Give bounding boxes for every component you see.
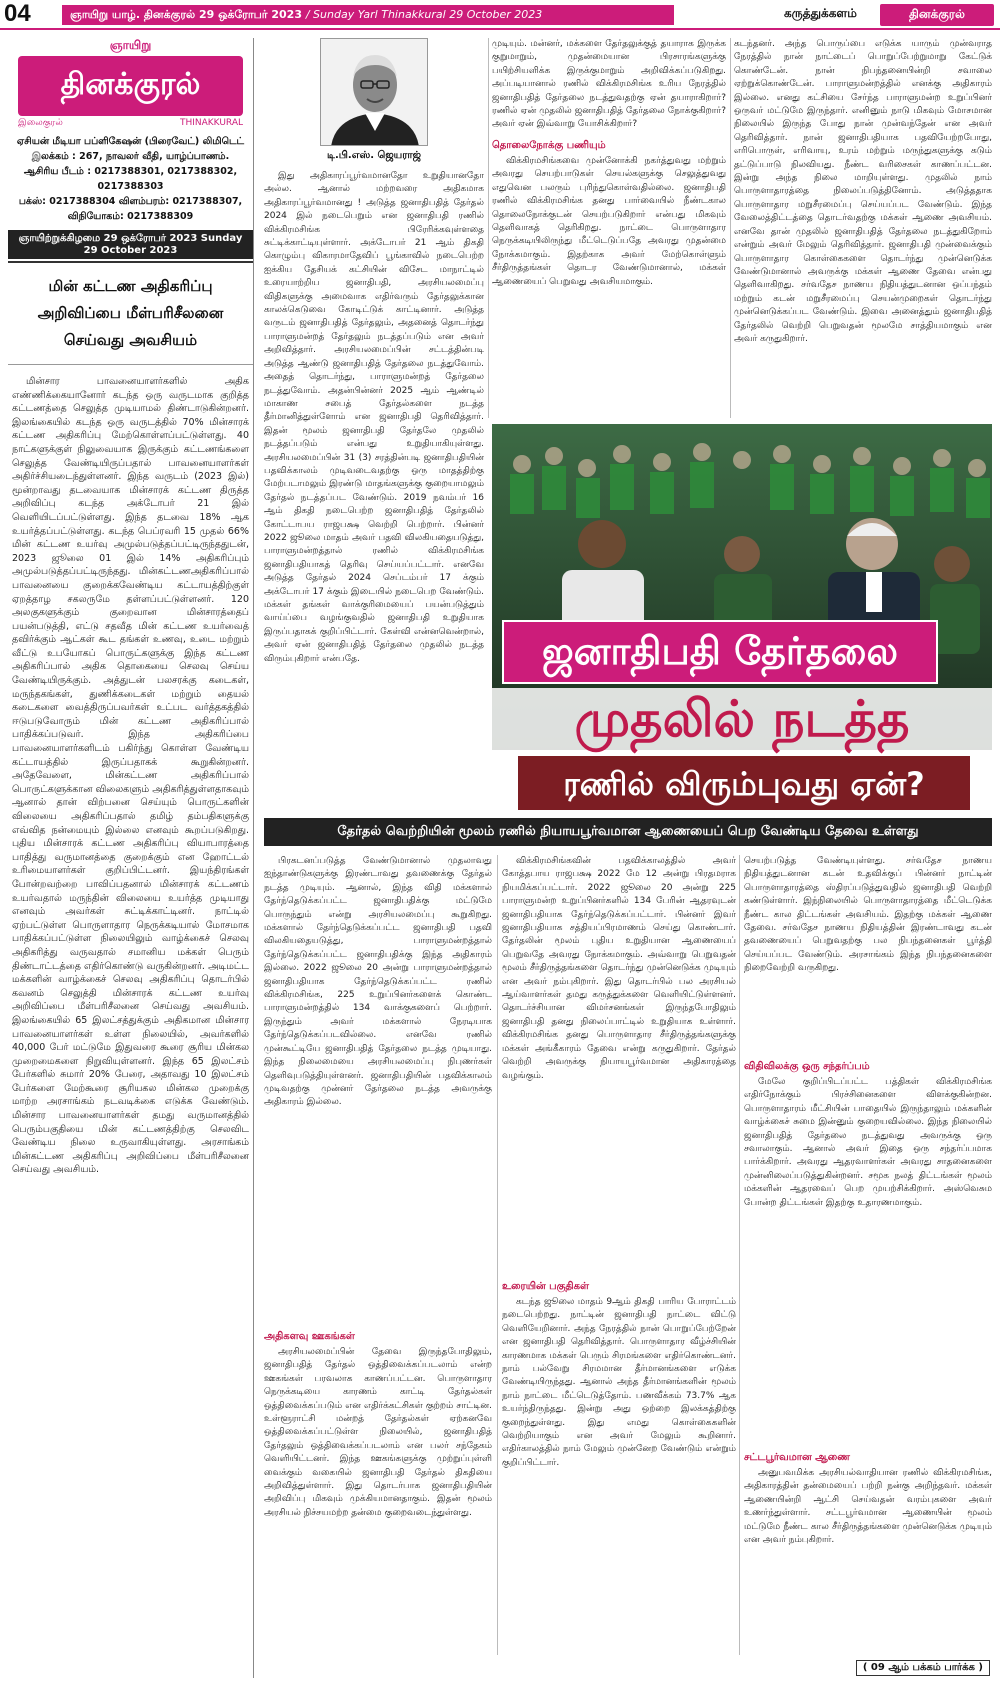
bottom-column-2	[502, 855, 736, 1675]
article-deck: தேர்தல் வெற்றியின் மூலம் ரணில் நியாயபூர்வமான ஆணையைப் பெற வேண்டிய தேவை உள்ளது	[264, 818, 992, 846]
bottom-col3-text3: அனுபவமிக்க அரசியல்வாதியான ரணில் விக்கிரமசிங்க, அதிகாரத்தின் தன்மையைப் பற்றி நன்கு அறிந்தவர். மக்கள் ஆணையின்றி ஆட்சி செய்வதன் வரம்புகளை அவர் உணர்ந்துள்ளார். சட்டபூர்வமான ஆணையின் மூலம் மட்டுமே நீண்ட கால சீர்திருத்தங்களை முன்னெடுக்க முடியும் என அவர் நம்புகிறார்.	[744, 1468, 992, 1546]
fax-numbers: பக்ஸ்: 0217388304 விளம்பரம்: 0217388307, விநியோகம்: 0217388309	[18, 196, 243, 222]
bottom-col2-text: விக்கிரமசிங்கவின் பதவிக்காலத்தில் அவர் கோத்தபாய ராஜபக்ஷ 2022 மே 12 அன்று பிரதமராக நியமிக்கப்பட்டார். 2022 ஜூலை 20 அன்று 225 பாராளுமன்ற உறுப்பினர்களில் 134 பேரின் ஆதரவுடன் ஜனாதிபதியாக தேர்ந்தெடுக்கப்பட்டார். பின்னர் இவர் ஜனாதிபதியாக சத்தியப்பிரமாணம் செய்து கொண்டார். தேர்தலின் மூலம் புதிய உறுதியான ஆணையைப் பெறுவதே அவரது நோக்கமாகும். அவ்வாறு பெறுவதன் மூலம் சீர்திருத்தங்களை தொடர்ந்து முன்னெடுக்க முடியும் என அவர் நம்புகிறார். இது தொடர்பில் பல அரசியல் ஆய்வாளர்கள் தமது கருத்துக்களை வெளியிட்டுள்ளனர். தொடர்ச்சியான விமர்சனங்கள் இருந்தபோதிலும் ஜனாதிபதி தனது நிலைப்பாட்டில் உறுதியாக உள்ளார். விக்கிரமசிங்க தனது பொருளாதார சீர்திருத்தங்களுக்கு மக்கள் அங்கீகாரம் தேவை என்று கருதுகிறார். தேர்தல் வெற்றி அவருக்கு நியாயபூர்வமான அதிகாரத்தை வழங்கும்.	[502, 856, 736, 1081]
publisher-name: ஏசியன் மீடியா பப்ளிகேஷன் (பிரைவேட்) லிமிடெட்	[16, 136, 245, 147]
bottom-column-1	[264, 855, 492, 1675]
masthead-sub-right: THINAKKURAL	[179, 118, 243, 128]
page-header-bar	[0, 0, 1000, 30]
page-number: 04	[4, 0, 31, 27]
column-divider	[739, 855, 740, 1655]
left-column	[8, 38, 254, 1678]
bottom-col1-text: பிரகடனப்படுத்த வேண்டுமானால் முதலாவது ஐந்தாண்டுகளுக்கு இரண்டாவது தவணைக்கு தேர்தல் நடத்த முடியும். ஆனால், இந்த விதி மக்களால் தேர்ந்தெடுக்கப்பட்ட ஜனாதிபதிக்கு மட்டுமே பொருந்தும் என்று அரசியலமைப்பு கூறுகிறது. மக்களால் தேர்ந்தெடுக்கப்பட்ட ஜனாதிபதி பதவி விலகியதையடுத்து, பாராளுமன்றத்தால் தேர்ந்தெடுக்கப்பட்ட ஜனாதிபதிக்கு இந்த அதிகாரம் இல்லை. 2022 ஜூலை 20 அன்று பாராளுமன்றத்தால் ஜனாதிபதியாக தேர்ந்தெடுக்கப்பட்ட ரணில் விக்கிரமசிங்க, 225 உறுப்பினர்களைக் கொண்ட பாராளுமன்றத்தில் 134 வாக்குகளைப் பெற்றார். இருந்தும் அவர் மக்களால் நேரடியாக தேர்ந்தெடுக்கப்படவில்லை. எனவே ரணில் முன்கூட்டியே ஜனாதிபதித் தேர்தலை நடத்த முடியாது. இந்த நிலைமையை அரசியலமைப்பு நிபுணர்கள் தெளிவுபடுத்தியுள்ளனர். ஜனாதிபதியின் பதவிக்காலம் முடிவதற்கு முன்னர் தேர்தலை நடத்த அவருக்கு அதிகாரம் இல்லை.	[264, 856, 492, 1108]
masthead-sub	[8, 116, 253, 131]
column-divider	[497, 855, 498, 1655]
article-column-2	[492, 38, 726, 418]
masthead-sub-left: இலைகுரல்	[18, 118, 63, 128]
subhead-speech-excerpts: உரையின் பகுதிகள்	[502, 1281, 590, 1292]
date-strip	[62, 5, 674, 25]
headline-line-3: ரணில் விரும்புவது ஏன்?	[516, 754, 972, 812]
article-intro-text: இது அதிகாரப்பூர்வமானதோ உறுதியானதோ அல்ல. ஆனால் மற்றவரை அதிகமாக அதிகாரப்பூர்வமானது ! அடுத்த ஜனாதிபதித் தேர்தல் 2024 இல் நடைபெறும் என ஜனாதிபதி ரணில் விக்கிரமசிங்க பிரேரிக்கவுள்ளதை சுட்டிக்காட்டியுள்ளார். அக்டோபர் 21 ஆம் திகதி கொழும்பு விகாரமாதேவிப் பூங்காவில் நடைபெற்ற ஐக்கிய தேசியக் கட்சியின் விசேட மாநாட்டில் உரையாற்றிய ஜனாதிபதி, அரசியலமைப்பு விதிகளுக்கு அமைவாக எதிர்வரும் தேர்தலுக்கான காலக்கெடுவை கோடிட்டுக் காட்டினார். அடுத்த வருடம் ஜனாதிபதித் தேர்தலும், அதனைத் தொடர்ந்து பாராளுமன்றத் தேர்தலும் நடத்தப்படும் என அவர் அறிவித்தார். அரசியலமைப்பின் சட்டத்தின்படி அடுத்த ஆண்டு ஜனாதிபதித் தேர்தலை நடத்துவோம். அதைத் தொடர்ந்து, பாராளுமன்றத் தேர்தலை நடத்துவோம். அதன்பின்னர் 2025 ஆம் ஆண்டில் மாகாண சபைத் தேர்தல்களை நடத்த தீர்மானித்துள்ளோம் என ஜனாதிபதி தெரிவித்தார். இதன் மூலம் ஜனாதிபதி தேர்தலே முதலில் நடத்தப்படும் என்பது உறுதியாகியுள்ளது. அரசியலமைப்பின் 31 (3) சரத்தின்படி ஜனாதிபதியின் பதவிக்காலம் முடிவடைவதற்கு ஒரு மாதத்திற்கு மேற்படாமலும் இரண்டு மாதங்களுக்கு குறையாமலும் தேர்தல் நடத்தப்பட வேண்டும். 2019 நவம்பர் 16 ஆம் திகதி நடைபெற்ற ஜனாதிபதித் தேர்தலில் கோட்டாபய ராஜபக்ஷ வெற்றி பெற்றார். பின்னர் 2022 ஜூலை மாதம் அவர் பதவி விலகியதையடுத்து, பாராளுமன்றத்தால் ரணில் விக்கிரமசிங்க ஜனாதிபதியாகத் தெரிவு செய்யப்பட்டார். எனவே அடுத்த தேர்தல் 2024 செப்டம்பர் 17 க்கும் அக்டோபர் 17 க்கும் இடையில் நடைபெற வேண்டும். மக்கள் தங்கள் வாக்குரிமையைப் பயன்படுத்தும் வாய்ப்பை வழங்குவதில் ஜனாதிபதி உறுதியாக இருப்பதாகக் குறிப்பிட்டார். கேள்வி என்னவென்றால், அவர் ஏன் ஜனாதிபதித் தேர்தலை முதலில் நடத்த விரும்புகிறார் என்பதே.	[264, 171, 484, 664]
bottom-column-3	[744, 855, 992, 1675]
publisher-address: இலக்கம் : 267, நாவலர் வீதி, யாழ்ப்பாணம்.	[31, 151, 230, 162]
subhead-speculation: அதிகளவு ஊகங்கள்	[264, 1331, 355, 1342]
bottom-col2-text2: கடந்த ஜூலை மாதம் 9ஆம் திகதி பாரிய போராட்டம் நடைபெற்றது. நாட்டின் ஜனாதிபதி நாட்டை விட்டு வெளியேறினார். அந்த நேரத்தில் நான் பொறுப்பேற்றேன் என ஜனாதிபதி தெரிவித்தார். பொருளாதார வீழ்ச்சியின் காரணமாக மக்கள் பெரும் சிரமங்களை எதிர்கொண்டனர். நாம் பல்வேறு சிரமமான தீர்மானங்களை எடுக்க வேண்டியிருந்தது. ஆனால் அந்த தீர்மானங்களின் மூலம் நாம் நாட்டை மீட்டெடுத்தோம். பணவீக்கம் 73.7% ஆக உயர்ந்திருந்தது. இன்று அது ஒற்றை இலக்கத்திற்கு குறைந்துள்ளது. இது எமது கொள்கைகளின் வெற்றியாகும் என அவர் மேலும் கூறினார். எதிர்காலத்தில் நாம் மேலும் முன்னேற வேண்டும் என்றும் குறிப்பிட்டார்.	[502, 1297, 736, 1468]
article-col2-text2: விக்கிரமசிங்கவை முன்னோக்கி நகர்த்துவது மற்றும் அவரது செயற்பாடுகள் செயல்களுக்கு செலுத்துவது எதுவென பலரும் புரிந்துகொள்வதில்லை. ஜனாதிபதி ரணில் விக்கிரமசிங்க தனது பார்வையில் நீண்டகால தொலைநோக்குடன் செயற்படுகிறார் என்பது மிகவும் தெளிவாகத் தெரிகிறது. நாட்டை பொருளாதார நெருக்கடியிலிருந்து மீட்டெடுப்பதே அவரது முதன்மை நோக்கமாகும். இதற்காக அவர் மேற்கொள்ளும் சீர்திருத்தங்கள் தொடர வேண்டுமானால், மக்கள் ஆணையைப் பெறுவது அவசியமாகும்.	[492, 156, 726, 287]
section-title: கருத்துக்களம்	[784, 6, 857, 20]
office-phone: ஆசிரிய பீடம் : 0217388301, 0217388302, 0217388303	[23, 166, 238, 192]
subhead-legitimate-mandate: சட்டபூர்வமான ஆணை	[744, 1452, 850, 1463]
bottom-col3-text: செயற்படுத்த வேண்டியுள்ளது. சர்வதேச நாணய நிதியத்துடனான கடன் உதவிக்குப் பின்னர் நாட்டின் பொருளாதாரத்தை ஸ்திரப்படுத்துவதில் ஜனாதிபதி வெற்றி கண்டுள்ளார். இந்நிலையில் பொருளாதாரத்தை மீட்டெடுக்க நீண்ட கால திட்டங்கள் அவசியம். இதற்கு மக்கள் ஆணை தேவை. சர்வதேச நாணய நிதியத்தின் இரண்டாவது கடன் தவணையைப் பெறுவதற்கு பல நிபந்தனைகள் பூர்த்தி செய்யப்பட வேண்டும். அரசாங்கம் இந்த நிபந்தனைகளை நிறைவேற்றி வருகிறது.	[744, 856, 992, 974]
author-portrait-image	[321, 39, 428, 146]
headline-line-1: ஜனாதிபதி தேர்தலை	[502, 620, 938, 684]
editorial-headline: மின் கட்டண அதிகரிப்பு அறிவிப்பை மீள்பரிசீலனை செய்வது அவசியம்	[8, 263, 253, 365]
column-divider	[730, 38, 731, 418]
headline-line-2: முதலில் நடத்த	[492, 688, 992, 750]
masthead-sunday: ஞாயிறு	[109, 38, 152, 52]
subhead-exception: விதிவிலக்கு ஒரு சந்தர்ப்பம்	[744, 1061, 870, 1072]
masthead-info	[8, 131, 253, 224]
subhead-vision: தொலைநோக்கு பணியும்	[492, 140, 606, 151]
editorial-body: மின்சார பாவனையாளர்களில் அதிக எண்ணிக்கையானோர் கடந்த ஒரு வருடமாக குறித்த கட்டணத்தை செலுத்த முடியாமல் திண்டாடுகின்றனர். இலங்கையில் கடந்த ஒரு வருடத்தில் 70% மின்சாரக் கட்டண அதிகரிப்பு மேற்கொள்ளப்பட்டுள்ளது. 40 நாட்களுக்குள் நிலுவையாக இருக்கும் கட்டணங்களை செலுத்த வேண்டியிருப்பதால் பாவனையாளர்கள் அதிர்ச்சியடைந்துள்ளனர். இந்த வருடம் (2023 இல்) மூன்றாவது தடவையாக மின்சாரக் கட்டண திருத்த அறிவிப்பு கடந்த அக்டோபர் 21 இல் வெளியிடப்பட்டுள்ளது. இந்த தடவை 18% ஆக உயர்த்தப்பட்டுள்ளது. கடந்த பெப்ரவரி 15 முதல் 66% மின் கட்டண உயர்வு அமுல்படுத்தப்பட்டிருந்ததுடன், 2023 ஜூலை 01 இல் 14% அதிகரிப்பும் அமுல்படுத்தப்பட்டிருந்தது. மின்கட்டணஅதிகரிப்பால் பாவனையை குறைக்கவேண்டிய கட்டாயத்திற்குள் ஏறத்தாழ சகலருமே தள்ளப்பட்டுள்ளனர். 120 அலகுகளுக்கும் குறைவான மின்சாரத்தைப் பயன்படுத்தி, எட்டு சதவீத மின் கட்டண உயர்வைத் தவிர்க்கும் ஆட்கள் கூட தங்கள் உணவு, உடை மற்றும் வீட்டு உபயோகப் பொருட்களுக்கு இந்த கட்டண அதிகரிப்பால் அதிக தொகையை செலவு செய்ய வேண்டியிருக்கும். அத்துடன் பலசரக்கு கடைகள், மருந்தகங்கள், துணிக்கடைகள் மற்றும் தையல் கடைகளை வைத்திருப்பவர்கள் உட்பட வர்த்தகத்தில் ஈடுபடுவோரும் மின் கட்டண அதிகரிப்பால் பாதிக்கப்படுவர். இந்த அதிகரிப்பை பாவனையாளர்களிடம் பகிர்ந்து கொள்ள வேண்டிய கட்டாயத்தில் இருப்பதாகக் கூறுகின்றனர். அதேவேளை, மின்கட்டண அதிகரிப்பால் பொருட்களுக்கான விலைகளும் அதிகரித்துள்ளதாகவும் ஆனால் தான் விற்பனை செய்யும் பொருட்களின் விலையை அதிகரிப்பதால் தமிழ் தம்பதிகளுக்கு எவ்வித நன்மையும் இல்லை எனவும் கூறப்படுகிறது. புதிய மின்சாரக் கட்டண அதிகரிப்பு வியாபாரத்தை பாதித்து வருமானத்தை குறைக்கும் என ஹோட்டல் உரிமையாளர்கள் குறிப்பிட்டனர். இயந்திரங்கள் போன்றவற்றை பாவிப்பதனால் மின்சாரக் கட்டணம் உயர்வதால் மருந்தின் விலையை உயர்த்த முடியாது எனவும் அவர்கள் சுட்டிக்காட்டினர். நாட்டில் ஏற்பட்டுள்ள பொருளாதார நெருக்கடியால் மோசமாக பாதிக்கப்பட்டுள்ள நிலையிலும் வாழ்க்கைச் செலவு அதிகரித்து வருவதால் சமானிய மக்கள் பெரும் திண்டாட்டத்தை எதிர்கொண்டு வருகின்றனர். அடிமட்ட மக்களின் வாழ்க்கைச் செலவு அதிகரிப்பு தொடர்பில் கவனம் செலுத்தி மின்சாரக் கட்டண உயர்வு அறிவிப்பை மீள்பரிசீலனை செய்வது அவசியம். இலங்கையில் 65 இலட்சத்துக்கும் அதிகமான மின்சார பாவனையாளர்கள் உள்ள நிலையில், அவர்களில் 40,000 பேர் மட்டுமே இதுவரை கூரை சூரிய மின்கல முறைமைகளை நிறுவியுள்ளனர். இந்த 65 இலட்சம் பேர்களில் சுமார் 20% பேரை, அதாவது 10 இலட்சம் பேர்களை மேற்கூரை சூரியகல மின்கல முறைக்கு மாற்ற அரசாங்கம் நடவடிக்கை எடுக்க வேண்டும். மின்சார பாவனையாளர்கள் தமது வருமானத்தில் பெரும்பகுதியை மின் கட்டணத்திற்கு செலவிட வேண்டிய நிலை உருவாகியுள்ளது. அரசாங்கம் மின்கட்டண அதிகரிப்பு அறிவிப்பை மீள்பரிசீலனை செய்வது அவசியம்.	[12, 376, 249, 1176]
date-strip-tamil: ஞாயிறு யாழ். தினக்குரல் 29 ஒக்ரோபர் 2023	[70, 8, 302, 21]
masthead-logo: தினக்குரல்	[18, 56, 243, 116]
article-col3-text: கடந்தனர். அந்த பொருப்பை எடுக்க யாரும் முன்வராத நேரத்தில் நான் நாட்டைப் பொறுப்பேற்றுமாறு கேட்டுக் கொண்டேன். நான் நிபந்தனையின்றி சவாலை ஏற்றுக்கொண்டேன். பாராளுமன்றத்தில் எனக்கு அதிகாரம் இல்லை. எனது கட்சியை சேர்ந்த பாராளுமன்ற உறுப்பினர் ஒருவர் மட்டுமே இருந்தார். எனினும் நாடு மிகவும் மோசமான நிலையில் இருந்த போது நான் முன்வந்தேன் என அவர் தெரிவித்தார். நான் ஜனாதிபதியாக பதவியேற்றபோது, எரிபொருள், எரிவாயு, உரம் மற்றும் மருந்துகளுக்கு கடும் தட்டுப்பாடு நிலவியது. நீண்ட வரிசைகள் காணப்பட்டன. இன்று அந்த நிலை மாறியுள்ளது. முதலில் நாம் பொருளாதாரத்தை நிலைப்படுத்தினோம். அடுத்ததாக பொருளாதார மறுசீரமைப்பு செய்யப்பட வேண்டும். இந்த வேலைத்திட்டத்தை தொடர்வதற்கு மக்கள் ஆணை அவசியம். எனவே தான் முதலில் ஜனாதிபதித் தேர்தலை நடத்துகிறோம் என்றும் அவர் மேலும் தெரிவித்தார். ஜனாதிபதி முன்வைக்கும் பொருளாதார கொள்கைகளை தொடர்ந்து முன்னெடுக்க வேண்டுமானால் அவருக்கு மக்கள் ஆணை தேவை என்பது தெளிவாகிறது. சர்வதேச நாணய நிதியத்துடனான ஒப்பந்தம் மற்றும் கடன் மறுசீரமைப்பு செயன்முறைகள் தொடர்ந்து முன்னெடுக்கப்பட வேண்டும். இவை அனைத்தும் ஜனாதிபதித் தேர்தலில் வெற்றி பெறுவதன் மூலமே சாத்தியமாகும் என அவர் கருதுகிறார்.	[734, 39, 992, 344]
column-divider	[488, 38, 489, 418]
continued-notice: ( 09 ஆம் பக்கம் பார்க்க )	[856, 1660, 990, 1676]
masthead-date: ஞாயிற்றுக்கிழமை 29 ஒக்ரோபர் 2023 Sunday 29 October 2023	[8, 230, 253, 259]
author-portrait	[320, 38, 428, 146]
author-caption: டி.பி.எஸ். ஜெயராஜ்	[327, 150, 421, 161]
article-column-1	[264, 38, 484, 763]
header-logo: தினக்குரல்	[880, 4, 994, 26]
date-strip-english: / Sunday Yarl Thinakkural 29 October 2023	[305, 8, 543, 21]
bottom-col3-text2: மேலே குறிப்பிடப்பட்ட பத்திகள் விக்கிரமசிங்க எதிர்நோக்கும் பிரச்சினைகளை விளக்குகின்றன. பொருளாதாரம் மீட்சியின் பாதையில் இருந்தாலும் மக்களின் வாழ்க்கைச் சுமை இன்னும் குறையவில்லை. இந்த நிலையில் ஜனாதிபதித் தேர்தலை நடத்துவது அவருக்கு ஒரு சவாலாகும். ஆனால் அவர் இதை ஒரு சந்தர்ப்பமாக பார்க்கிறார். அவரது ஆதரவாளர்கள் அவரது சாதனைகளை முன்னிலைப்படுத்துகின்றனர். சமூக நலத் திட்டங்கள் மூலம் மக்களின் ஆதரவைப் பெற முயற்சிக்கிறார். அஸ்வெசும போன்ற திட்டங்கள் இதற்கு உதாரணமாகும்.	[744, 1077, 992, 1208]
bottom-col1-text2: அரசியலமைப்பின் தேவை இருந்தபோதிலும், ஜனாதிபதித் தேர்தல் ஒத்திவைக்கப்படலாம் என்ற ஊகங்கள் பரவலாக காணப்பட்டன. பொருளாதார நெருக்கடியை காரணம் காட்டி தேர்தல்கள் ஒத்திவைக்கப்படும் என எதிர்க்கட்சிகள் குற்றம் சாட்டின. உள்ளூராட்சி மன்றத் தேர்தல்கள் ஏற்கனவே ஒத்திவைக்கப்பட்டுள்ள நிலையில், ஜனாதிபதித் தேர்தலும் ஒத்திவைக்கப்படலாம் என பலர் சந்தேகம் வெளியிட்டனர். இந்த ஊகங்களுக்கு முற்றுப்புள்ளி வைக்கும் வகையில் ஜனாதிபதி தேர்தல் திகதியை அறிவித்துள்ளார். இது தொடர்பாக ஜனாதிபதியின் அறிவிப்பு மிகவும் முக்கியமானதாகும். இதன் மூலம் அரசியல் நிச்சயமற்ற தன்மை குறைவடைந்துள்ளது.	[264, 1347, 492, 1518]
article-col2-text: முடியும். மன்னர், மக்களை தேர்தலுக்குத் தயாராக இருக்க குறுமாறும், முதன்மையான பிரசாரங்களுக்கு பயிற்சியளிக்க இருக்குமாறும் அறிவிக்கப்படுகிறது. அப்படியானால் ரணில் விக்கிரமசிங்க உரிய நேரத்தில் ஜனாதிபதித் தேர்தலை நடத்துவதற்கு ஏன் தயாராகிறார்? ரணில் ஏன் முதலில் ஜனாதிபதித் தேர்தலை நோக்குகிறார்? அவர் ஏன் இவ்வாறு யோசிக்கிறார்?	[492, 39, 726, 130]
masthead	[8, 38, 253, 263]
